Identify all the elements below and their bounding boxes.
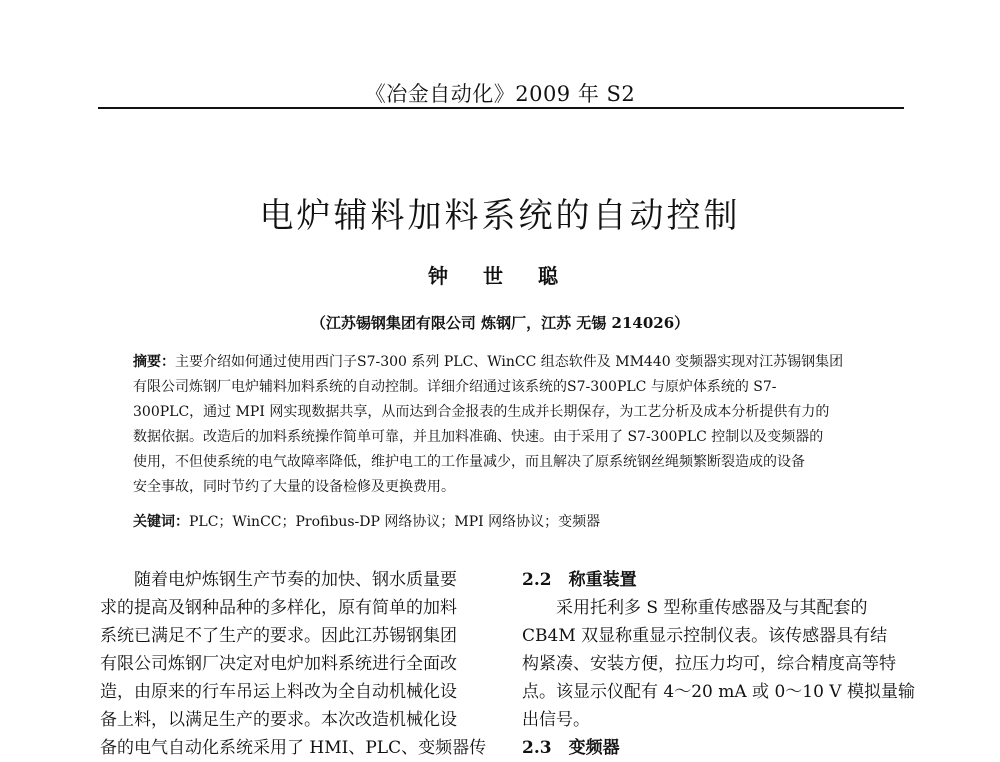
keywords [133, 511, 600, 531]
body-right-column [522, 566, 915, 762]
body-line: 出信号。 [522, 710, 590, 730]
body-line: 点。该显示仪配有 4～20 mA 或 0～10 V 模拟量输 [522, 682, 915, 702]
body-line: 求的提高及钢种品种的多样化，原有简单的加料 [100, 598, 457, 618]
journal-header: 《冶金自动化》2009 年 S2 [364, 82, 636, 106]
body-line: 随着电炉炼钢生产节奏的加快、钢水质量要 [100, 570, 457, 590]
body-line: 备上料，以满足生产的要求。本次改造机械化设 [100, 710, 457, 730]
abstract-label: 摘要： [133, 354, 175, 370]
abstract-line: 使用，不但使系统的电气故障率降低，维护电工的工作量减少，而且解决了原系统钢丝绳频繁断裂造成的设备 [133, 454, 805, 470]
abstract-line: 有限公司炼钢厂电炉辅料加料系统的自动控制。详细介绍通过该系统的S7-300PLC 与原炉体系统的 S7- [133, 379, 777, 395]
keywords-text: PLC；WinCC；Profibus-DP 网络协议；MPI 网络协议；变频器 [189, 514, 601, 530]
header-rule [98, 107, 904, 109]
abstract-line: 数据依据。改造后的加料系统操作简单可靠，并且加料准确、快速。由于采用了 S7-300PLC 控制以及变频器的 [133, 429, 824, 445]
abstract-text: 主要介绍如何通过使用西门子S7-300 系列 PLC、WinCC 组态软件及 MM440 变频器实现对江苏锡钢集团 [175, 354, 844, 370]
article-title: 电炉辅料加料系统的自动控制 [259, 196, 741, 236]
body-left-column [100, 566, 500, 762]
abstract-line [133, 350, 875, 375]
section-heading-2-2: 2.2 称重装置 [522, 570, 637, 590]
body-line: 采用托利多 S 型称重传感器及与其配套的 [522, 598, 868, 618]
body-line: 构紧凑、安装方便，拉压力均可，综合精度高等特 [522, 654, 896, 674]
keywords-label: 关键词： [133, 514, 189, 530]
body-line: 系统已满足不了生产的要求。因此江苏锡钢集团 [100, 626, 457, 646]
abstract-line: 300PLC，通过 MPI 网实现数据共享，从而达到合金报表的生成并长期保存，为工艺分析及成本分析提供有力的 [133, 404, 830, 420]
abstract [133, 350, 875, 500]
body-line: 造，由原来的行车吊运上料改为全自动机械化设 [100, 682, 457, 702]
article-affiliation: （江苏锡钢集团有限公司 炼钢厂，江苏 无锡 214026） [310, 314, 690, 332]
article-author: 钟 世 聪 [428, 264, 572, 288]
section-heading-2-3: 2.3 变频器 [522, 738, 620, 758]
body-line: CB4M 双显称重显示控制仪表。该传感器具有结 [522, 626, 888, 646]
body-line: 备的电气自动化系统采用了 HMI、PLC、变频器传 [100, 738, 487, 758]
body-line: 有限公司炼钢厂决定对电炉加料系统进行全面改 [100, 654, 457, 674]
abstract-line: 安全事故，同时节约了大量的设备检修及更换费用。 [133, 479, 455, 495]
